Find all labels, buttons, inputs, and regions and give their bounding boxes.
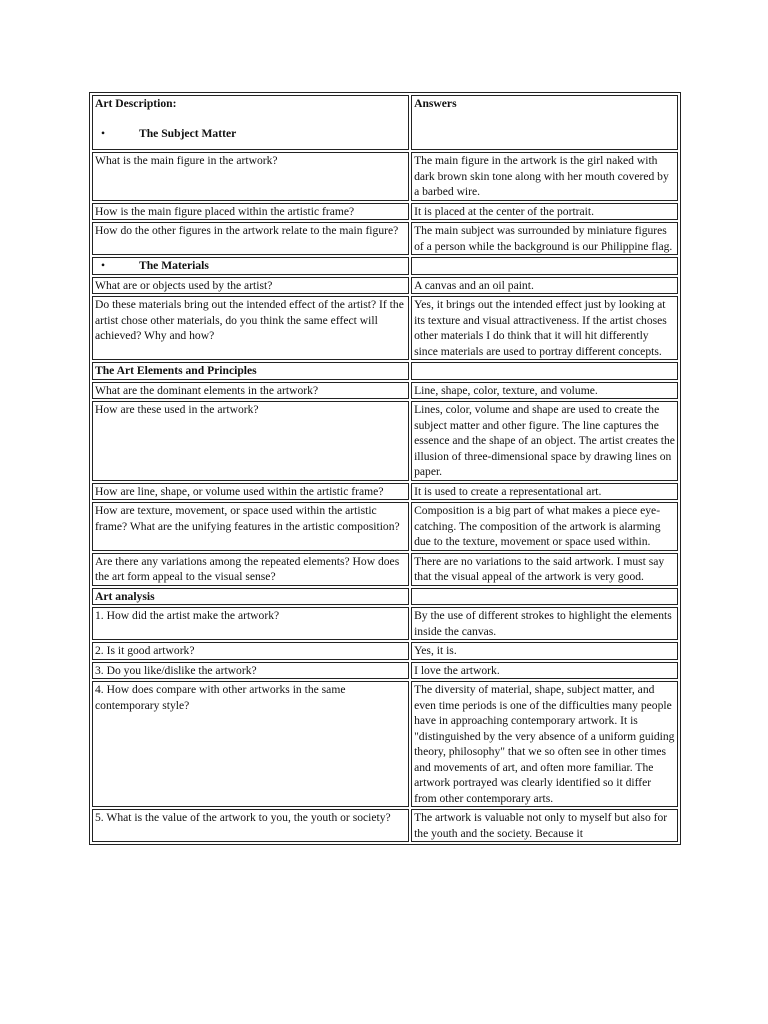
table-row (92, 483, 678, 501)
question-cell: 3. Do you like/dislike the artwork? (92, 662, 409, 680)
answer-cell: It is used to create a representational art. (411, 483, 678, 501)
section-heading-cell (92, 257, 409, 275)
table-header-row (92, 95, 678, 150)
art-description-table (89, 92, 681, 845)
question-cell: 2. Is it good artwork? (92, 642, 409, 660)
table-row (92, 382, 678, 400)
answer-cell: A canvas and an oil paint. (411, 277, 678, 295)
question-cell: How are line, shape, or volume used within the artistic frame? (92, 483, 409, 501)
section-title: The Materials (139, 259, 209, 272)
answer-cell: I love the artwork. (411, 662, 678, 680)
answer-cell: The artwork is valuable not only to myself but also for the youth and the society. Because it (411, 809, 678, 842)
table-row (92, 401, 678, 481)
section-empty-cell (411, 362, 678, 380)
question-cell: 5. What is the value of the artwork to you, the youth or society? (92, 809, 409, 842)
section-empty-cell (411, 588, 678, 606)
table-row (92, 642, 678, 660)
question-cell: What is the main figure in the artwork? (92, 152, 409, 201)
table-row (92, 809, 678, 842)
section-heading-cell (92, 362, 409, 380)
table-row (92, 607, 678, 640)
bullet-glyph: • (101, 126, 106, 140)
section-row (92, 257, 678, 275)
section-bullet-line (95, 259, 209, 272)
table-row (92, 662, 678, 680)
question-cell: How are these used in the artwork? (92, 401, 409, 481)
answer-cell: Yes, it is. (411, 642, 678, 660)
question-cell: What are the dominant elements in the artwork? (92, 382, 409, 400)
answers-heading: Answers (414, 97, 457, 110)
section-title: The Subject Matter (139, 126, 237, 140)
table-row (92, 222, 678, 255)
table-row (92, 553, 678, 586)
table-body (92, 95, 678, 842)
question-cell: Are there any variations among the repeated elements? How does the art form appeal to the visual sense? (92, 553, 409, 586)
table-row (92, 681, 678, 807)
question-cell: Do these materials bring out the intended effect of the artist? If the artist chose other materials, do you think the same effect will achieved? Why and how? (92, 296, 409, 360)
question-cell: How is the main figure placed within the artistic frame? (92, 203, 409, 221)
section-heading-cell (92, 588, 409, 606)
table-row (92, 203, 678, 221)
question-cell: How do the other figures in the artwork relate to the main figure? (92, 222, 409, 255)
question-column-header (92, 95, 409, 150)
answer-cell: Lines, color, volume and shape are used to create the subject matter and other figure. The line captures the essence and the shape of an object. The artist creates the illusion of three-dimensional space by drawing lines on paper. (411, 401, 678, 481)
table-row (92, 152, 678, 201)
answer-cell: The main figure in the artwork is the girl naked with dark brown skin tone along with her mouth covered by a barbed wire. (411, 152, 678, 201)
section-title: The Art Elements and Principles (95, 364, 257, 377)
section-row (92, 362, 678, 380)
answer-cell: The main subject was surrounded by miniature figures of a person while the background is our Philippine flag. (411, 222, 678, 255)
table-row (92, 502, 678, 551)
answer-cell: Composition is a big part of what makes a piece eye-catching. The composition of the artwork is alarming due to the texture, movement or space used within. (411, 502, 678, 551)
question-cell: 1. How did the artist make the artwork? (92, 607, 409, 640)
table-row (92, 277, 678, 295)
table-row (92, 296, 678, 360)
question-cell: What are or objects used by the artist? (92, 277, 409, 295)
section-row (92, 588, 678, 606)
answer-cell: Yes, it brings out the intended effect just by looking at its texture and visual attractiveness. If the artist choses other materials I do think that it will hit differently since materials are used to portray different concepts. (411, 296, 678, 360)
question-cell: How are texture, movement, or space used within the artistic frame? What are the unifying features in the artistic composition? (92, 502, 409, 551)
answer-cell: By the use of different strokes to highlight the elements inside the canvas. (411, 607, 678, 640)
section-title: Art analysis (95, 589, 155, 603)
answer-cell: The diversity of material, shape, subject matter, and even time periods is one of the difficulties many people have in approaching contemporary artwork. It is "distinguished by the very absence of a uniform guiding theory, philosophy" that we so often see in other times and movements of art, and often more familiar. The artwork portrayed was clearly identified so it differ from other contemporary arts. (411, 681, 678, 807)
answer-column-header (411, 95, 678, 150)
bullet-glyph: • (101, 259, 106, 272)
section-subject-matter (95, 126, 406, 142)
art-description-heading: Art Description: (95, 97, 177, 110)
answer-cell: Line, shape, color, texture, and volume. (411, 382, 678, 400)
section-empty-cell (411, 257, 678, 275)
question-cell: 4. How does compare with other artworks in the same contemporary style? (92, 681, 409, 807)
document-body (89, 92, 681, 845)
answer-cell: It is placed at the center of the portrait. (411, 203, 678, 221)
answer-cell: There are no variations to the said artwork. I must say that the visual appeal of the artwork is very good. (411, 553, 678, 586)
